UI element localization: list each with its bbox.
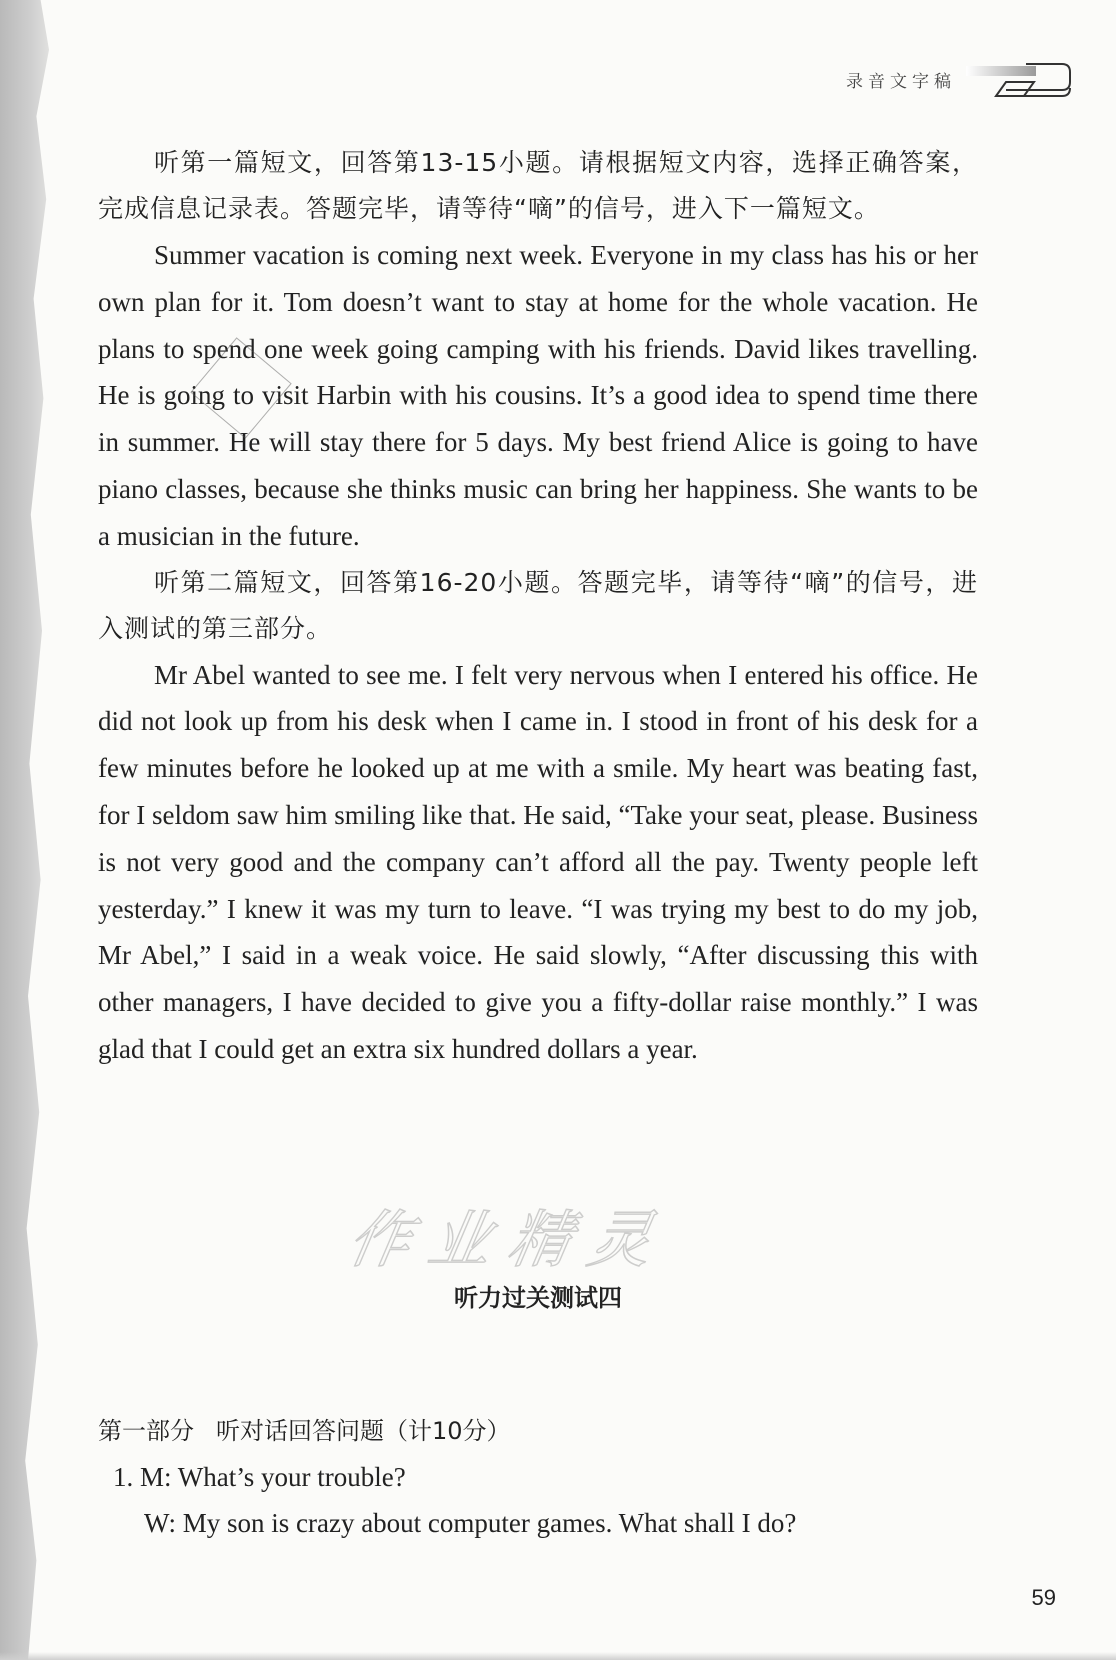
book-icon	[966, 56, 1076, 102]
header-label: 录音文字稿	[846, 71, 956, 92]
page-number: 59	[1031, 1585, 1056, 1610]
dialog-line: W: My son is crazy about computer games. What shall I do?	[144, 1508, 797, 1538]
main-content	[98, 140, 978, 1073]
test-title: 听力过关测试四	[454, 1284, 622, 1312]
page-bottom-shadow	[0, 1652, 1116, 1660]
dialog-line: 1. M: What’s your trouble?	[113, 1462, 406, 1492]
passage2-text: Mr Abel wanted to see me. I felt very nervous when I entered his office. He did not look up from his desk when I came in. I stood in front of his desk for a few minutes before he looked up at me with a smile. My heart was beating fast, for I seldom saw him smiling like that. He said, “Take your seat, please. Business is not very good and the company can’t afford all the pay. Twenty people left yesterday.” I knew it was my turn to leave. “I was trying my best to do my job, Mr Abel,” I said in a weak voice. He said slowly, “After discussing this with other managers, I have decided to give you a fifty-dollar raise monthly.” I was glad that I could get an extra six hundred dollars a year.	[98, 659, 978, 1064]
section-heading	[98, 1408, 978, 1454]
passage2-instruction: 听第二篇短文，回答第16-20小题。答题完毕，请等待“嘀”的信号，进入测试的第三部分。	[98, 567, 978, 643]
page-header	[846, 56, 1076, 102]
passage1-text: Summer vacation is coming next week. Everyone in my class has his or her own plan for it. Tom doesn’t want to stay at home for the whole vacation. He plans to spend one week going camping with his friends. David likes travelling. He is going to visit Harbin with his cousins. It’s a good idea to spend time there in summer. He will stay there for 5 days. My best friend Alice is going to have piano classes, because she thinks music can bring her happiness. She wants to be a musician in the future.	[98, 240, 978, 551]
section-1	[98, 1408, 978, 1546]
torn-page-edge	[0, 0, 70, 1660]
section-title: 听对话回答问题（计10分）	[216, 1417, 511, 1445]
passage1-instruction: 听第一篇短文，回答第13-15小题。请根据短文内容，选择正确答案，完成信息记录表。答题完毕，请等待“嘀”的信号，进入下一篇短文。	[98, 148, 978, 223]
section-part: 第一部分	[98, 1417, 194, 1445]
watermark-logo: 作业精灵	[342, 1203, 676, 1276]
